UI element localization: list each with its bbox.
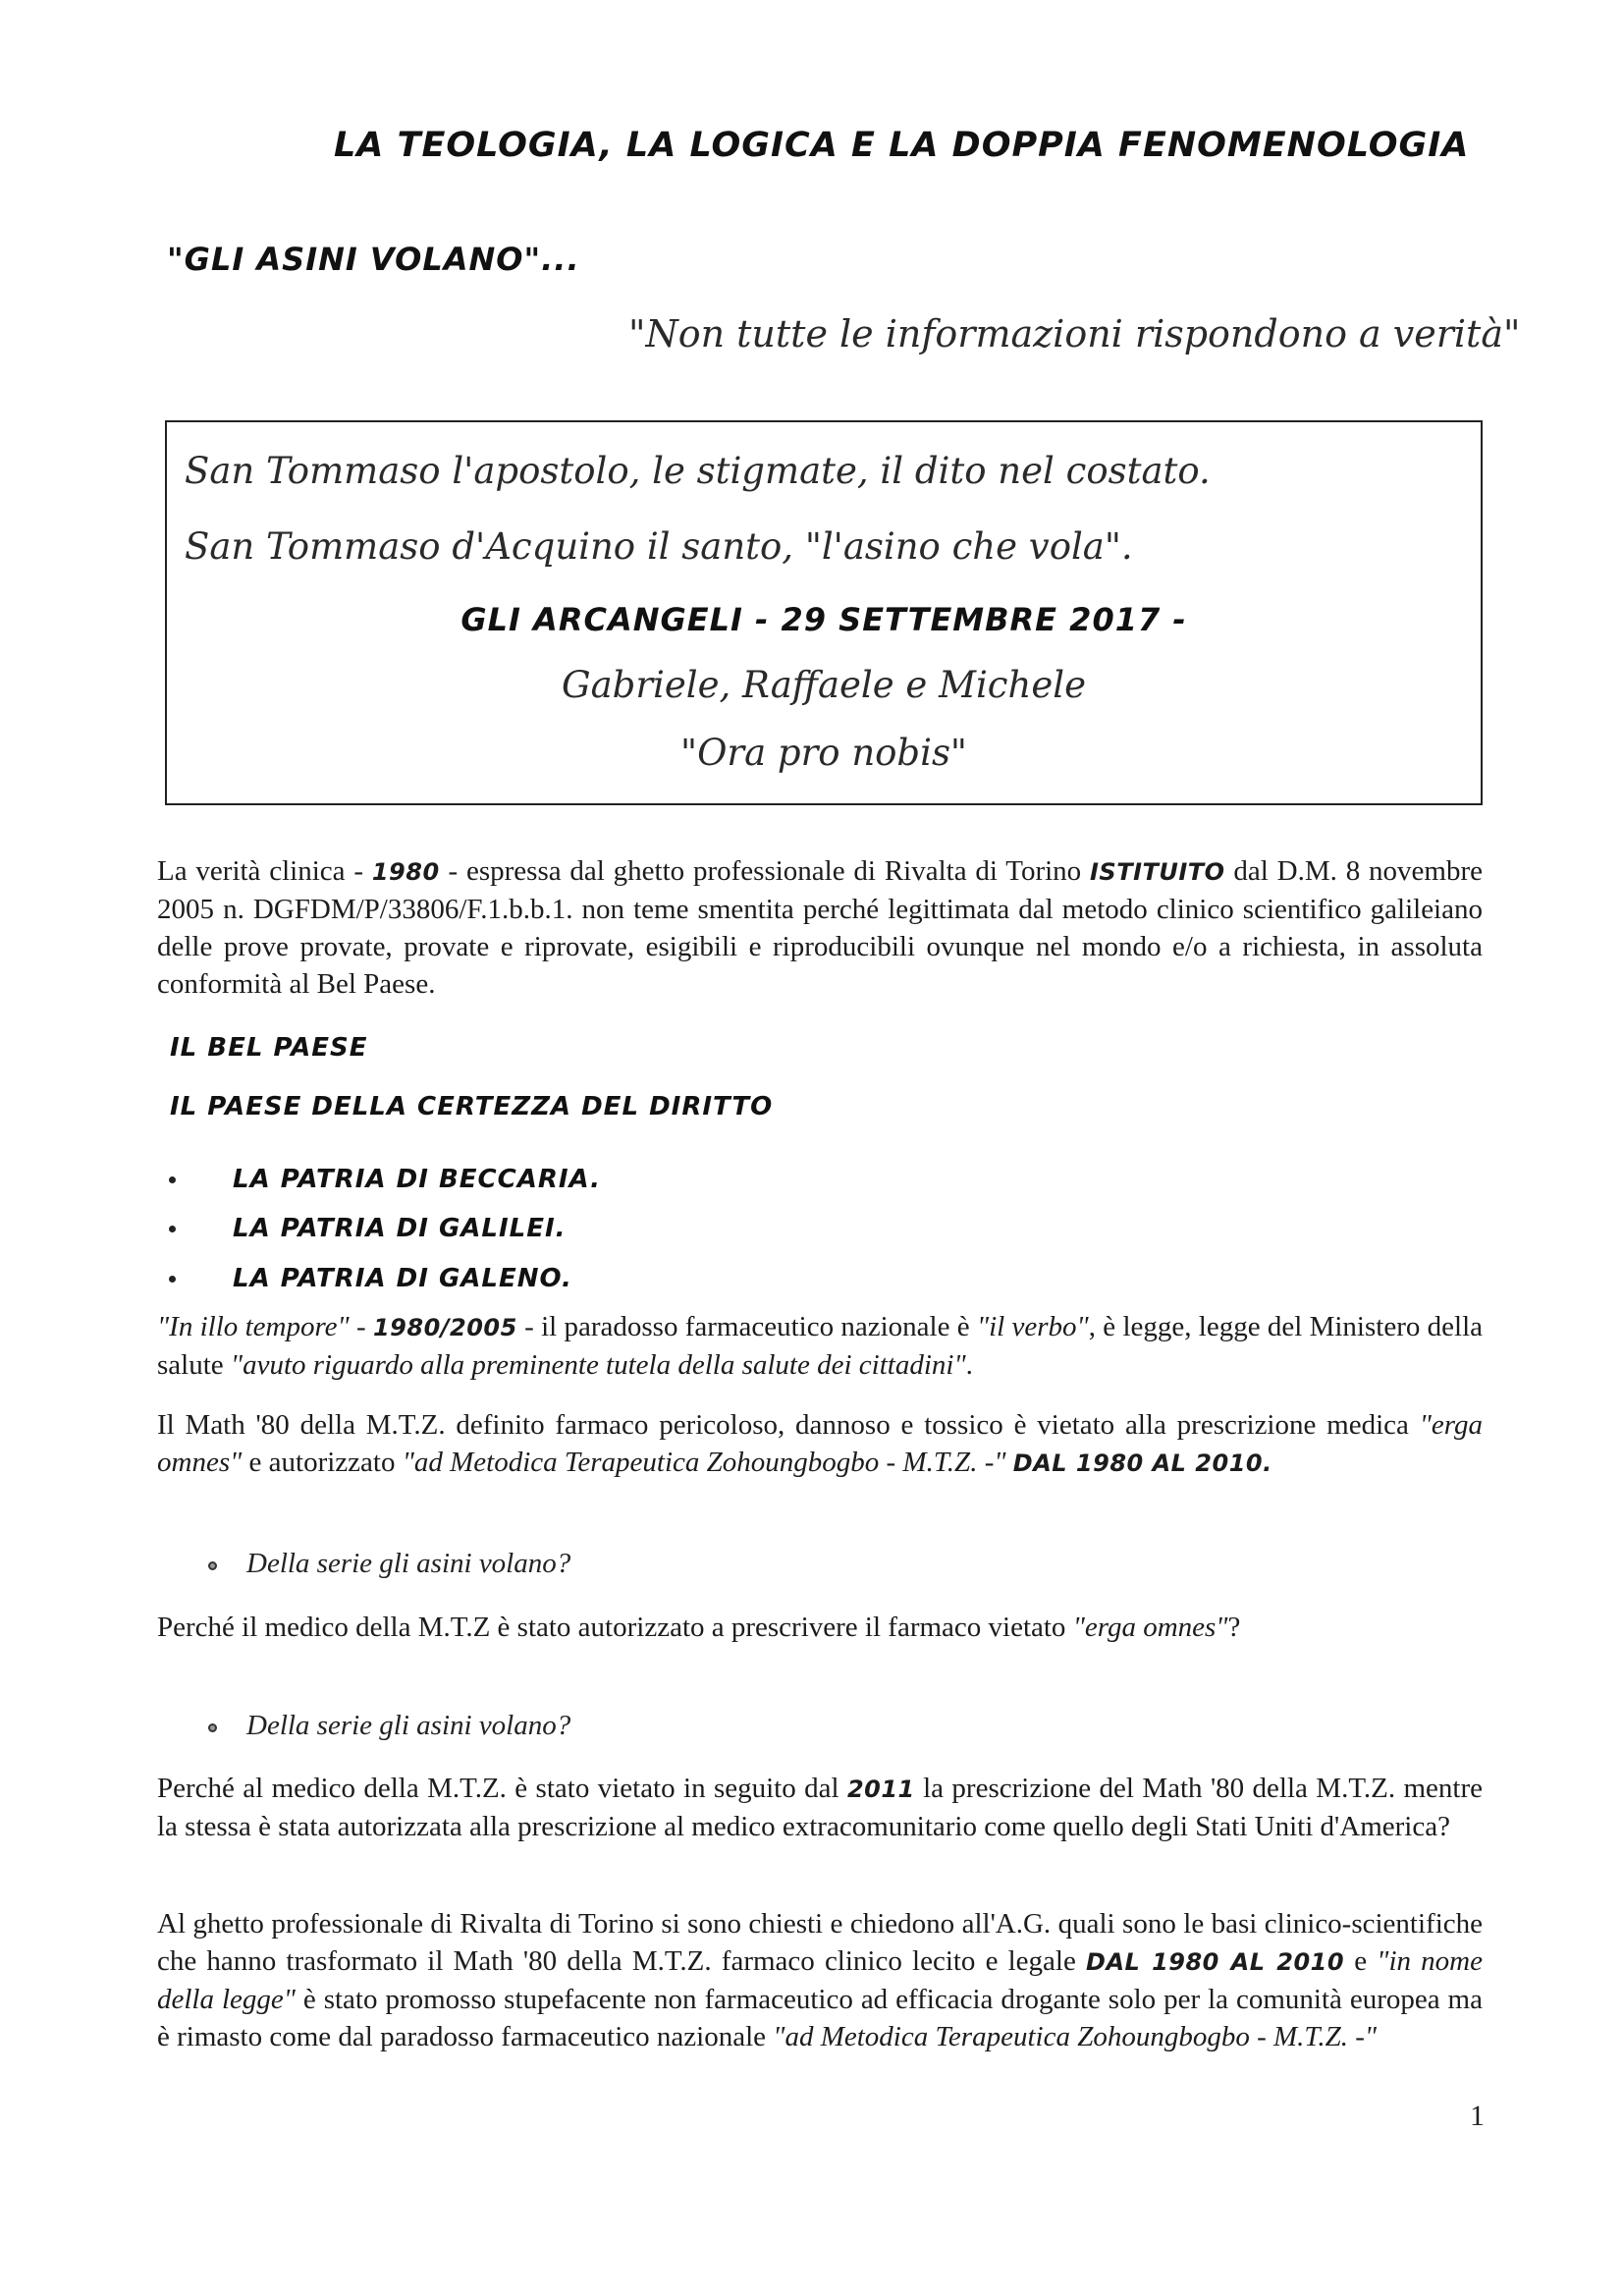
bullet-icon xyxy=(208,1561,217,1570)
paragraph-4 xyxy=(157,1609,1483,1646)
italic-run: "avuto riguardo alla preminente tutela della salute dei cittadini" xyxy=(230,1349,966,1381)
question-item xyxy=(208,1710,570,1742)
text-run: e autorizzato xyxy=(242,1447,403,1478)
question-text: Della serie gli asini volano? xyxy=(246,1548,571,1579)
quote-line-1: San Tommaso l'apostolo, le stigmate, il dito nel costato. xyxy=(185,450,1211,492)
text-run: - xyxy=(349,1311,373,1342)
text-run xyxy=(1006,1447,1013,1478)
text-run: la prescrizione del Math '80 della M.T.Z. mentre la stessa è stata autorizzata alla prescrizione al medico extracomunitario come quello degli Stati Uniti d'America? xyxy=(157,1773,1484,1842)
bullet-icon xyxy=(169,1226,176,1232)
page-number: 1 xyxy=(1470,2100,1485,2132)
italic-run: "erga omnes" xyxy=(157,1409,1483,1478)
subheading-bel-paese: IL BEL PAESE xyxy=(170,1033,368,1063)
paragraph-3 xyxy=(157,1406,1483,1482)
text-run: Al ghetto professionale di Rivalta di Torino si sono chiesti e chiedono all'A.G. quali sono le basi clinico-scientifiche che hanno trasformato il Math '80 della M.T.Z. farmaco clinico lecito e legale xyxy=(157,1908,1483,1977)
text-run: . xyxy=(965,1349,973,1381)
paragraph-1 xyxy=(157,852,1483,1003)
quote-prayer: "Ora pro nobis" xyxy=(680,732,967,774)
text-run: - espressa dal ghetto professionale di Rivalta di Torino xyxy=(439,855,1090,887)
italic-run: "erga omnes" xyxy=(1072,1612,1228,1643)
text-run: Perché il medico della M.T.Z è stato autorizzato a prescrivere il farmaco vietato xyxy=(157,1612,1073,1643)
text-run: e xyxy=(1344,1945,1378,1977)
document-title: LA TEOLOGIA, LA LOGICA E LA DOPPIA FENOMENOLOGIA xyxy=(334,126,1470,165)
list-item-label: LA PATRIA DI GALILEI. xyxy=(233,1214,567,1243)
italic-run: "In illo tempore" xyxy=(157,1311,350,1342)
text-run: dal D.M. 8 novembre 2005 n. DGFDM/P/33806/F.1.b.b.1. non teme smentita perché legittimata dal metodo clinico scientifico galileiano delle prove provate, provate e riprovate, esigibili e riproducibili ovunque nel mondo e/o a richiesta, in assoluta conformità al Bel Paese. xyxy=(157,855,1483,1000)
text-run: , è legge, legge del Ministero della salute xyxy=(157,1311,1484,1381)
text-run: La verità clinica - xyxy=(157,855,372,887)
list-item-label: LA PATRIA DI BECCARIA. xyxy=(233,1165,601,1194)
italic-run: "ad Metodica Terapeutica Zohoungbogbo - M.T.Z. -" xyxy=(773,2021,1378,2052)
italic-run: "ad Metodica Terapeutica Zohoungbogbo - M.T.Z. -" xyxy=(402,1447,1006,1478)
question-text: Della serie gli asini volano? xyxy=(246,1710,571,1741)
paragraph-2 xyxy=(157,1308,1483,1384)
section-title: "GLI ASINI VOLANO"... xyxy=(167,241,580,278)
bold-run: DAL 1980 AL 2010 xyxy=(1086,1948,1345,1976)
bold-run: ISTITUITO xyxy=(1090,858,1225,886)
paragraph-6 xyxy=(157,1905,1483,2055)
question-item xyxy=(208,1548,570,1580)
text-run: - il paradosso farmaceutico nazionale è xyxy=(516,1311,977,1342)
list-item-label: LA PATRIA DI GALENO. xyxy=(233,1264,572,1293)
bullet-icon xyxy=(169,1276,176,1283)
list-item xyxy=(169,1264,572,1293)
subheading-certezza-diritto: IL PAESE DELLA CERTEZZA DEL DIRITTO xyxy=(170,1092,774,1121)
text-run: Perché al medico della M.T.Z. è stato vietato in seguito dal xyxy=(157,1773,847,1804)
paragraph-5 xyxy=(157,1770,1483,1845)
quote-line-2: San Tommaso d'Acquino il santo, "l'asino che vola". xyxy=(185,525,1133,568)
bold-run: 2011 xyxy=(846,1776,915,1803)
italic-run: "in nome della legge" xyxy=(157,1945,1483,2015)
text-run: è stato promosso stupefacente non farmaceutico ad efficacia drogante solo per la comunità europea ma è rimasto come dal paradosso farmaceutico nazionale xyxy=(157,1984,1483,2052)
text-run: ? xyxy=(1227,1612,1241,1643)
italic-run: "il verbo" xyxy=(976,1311,1089,1342)
bold-run: 1980 xyxy=(371,858,440,886)
bold-run: 1980/2005 xyxy=(372,1314,517,1341)
quote-names: Gabriele, Raffaele e Michele xyxy=(562,664,1086,706)
epigraph: "Non tutte le informazioni rispondono a verità" xyxy=(628,312,1521,355)
bold-run: DAL 1980 AL 2010. xyxy=(1012,1449,1272,1477)
bullet-icon xyxy=(169,1176,176,1183)
bullet-icon xyxy=(208,1723,217,1732)
text-run: Il Math '80 della M.T.Z. definito farmaco pericoloso, dannoso e tossico è vietato alla prescrizione medica xyxy=(157,1409,1420,1441)
list-item xyxy=(169,1214,567,1243)
quote-heading: GLI ARCANGELI - 29 SETTEMBRE 2017 - xyxy=(460,601,1187,638)
list-item xyxy=(169,1165,601,1194)
